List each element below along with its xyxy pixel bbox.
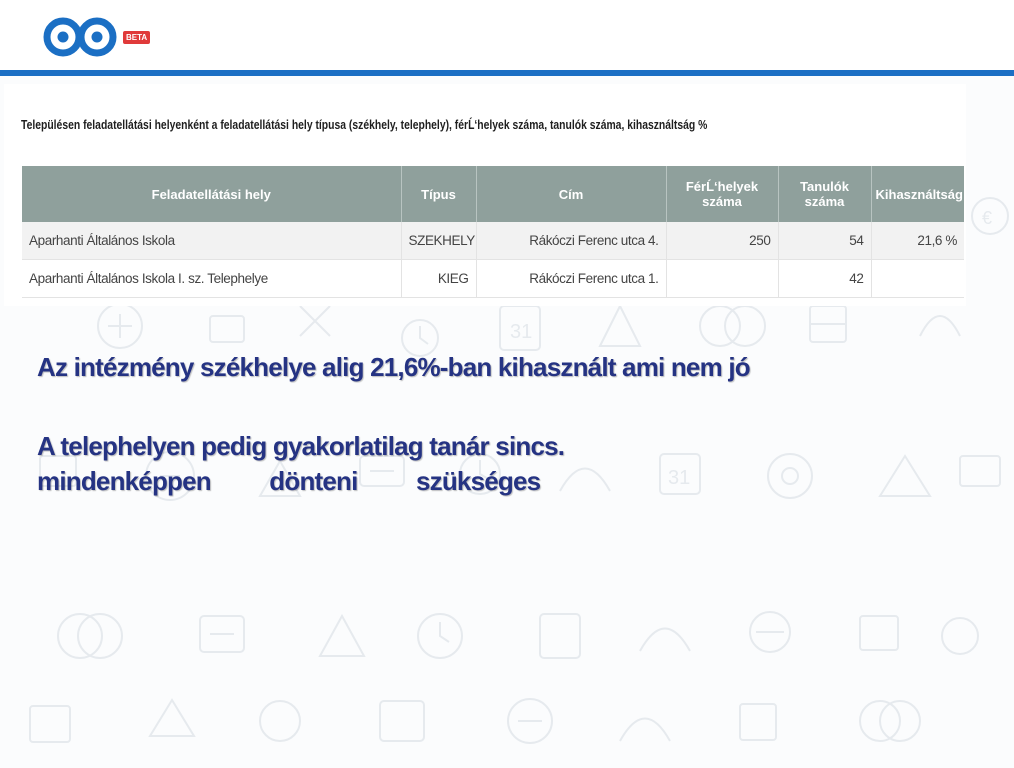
cell-capacity: 250: [666, 222, 778, 260]
comment-line-2: A telephelyen pedig gyakorlatilag tanár sincs.: [37, 431, 565, 461]
svg-text:31: 31: [510, 321, 533, 343]
cell-utilization: 21,6 %: [871, 222, 964, 260]
column-header-place: Feladatellátási hely: [22, 166, 401, 222]
institution-table: [22, 166, 964, 298]
cell-capacity: [666, 260, 778, 298]
column-header-utilization: Kihasználtság: [871, 166, 964, 222]
table-row: [22, 260, 964, 298]
column-header-capacity: FérĹ‘helyek száma: [666, 166, 778, 222]
beta-badge: BETA: [123, 31, 150, 44]
cell-address: Rákóczi Ferenc utca 1.: [476, 260, 666, 298]
svg-text:€: €: [982, 208, 993, 228]
cell-utilization: [871, 260, 964, 298]
column-header-address: Cím: [476, 166, 666, 222]
oo-logo-icon[interactable]: [43, 17, 117, 57]
cell-students: 54: [778, 222, 871, 260]
cell-type: SZEKHELY: [401, 222, 476, 260]
column-header-students: Tanulók száma: [778, 166, 871, 222]
comment-line-3: mindenképpen dönteni szükséges: [37, 466, 541, 496]
comment-line-1: Az intézmény székhelye alig 21,6%-ban kihasznált ami nem jó: [37, 352, 750, 382]
app-header: [0, 0, 1014, 70]
column-header-type: Típus: [401, 166, 476, 222]
table-header-row: [22, 166, 964, 222]
table-caption: Településen feladatellátási helyenként a feladatellátási hely típusa (székhely, telephely), férĹ‘helyek száma, tanulók száma, kihasználtság %: [21, 118, 708, 132]
cell-type: KIEG: [401, 260, 476, 298]
cell-address: Rákóczi Ferenc utca 4.: [476, 222, 666, 260]
cell-students: 42: [778, 260, 871, 298]
cell-place: Aparhanti Általános Iskola: [22, 222, 401, 260]
cell-place: Aparhanti Általános Iskola I. sz. Telephelye: [22, 260, 401, 298]
svg-text:31: 31: [668, 467, 691, 489]
table-row: [22, 222, 964, 260]
